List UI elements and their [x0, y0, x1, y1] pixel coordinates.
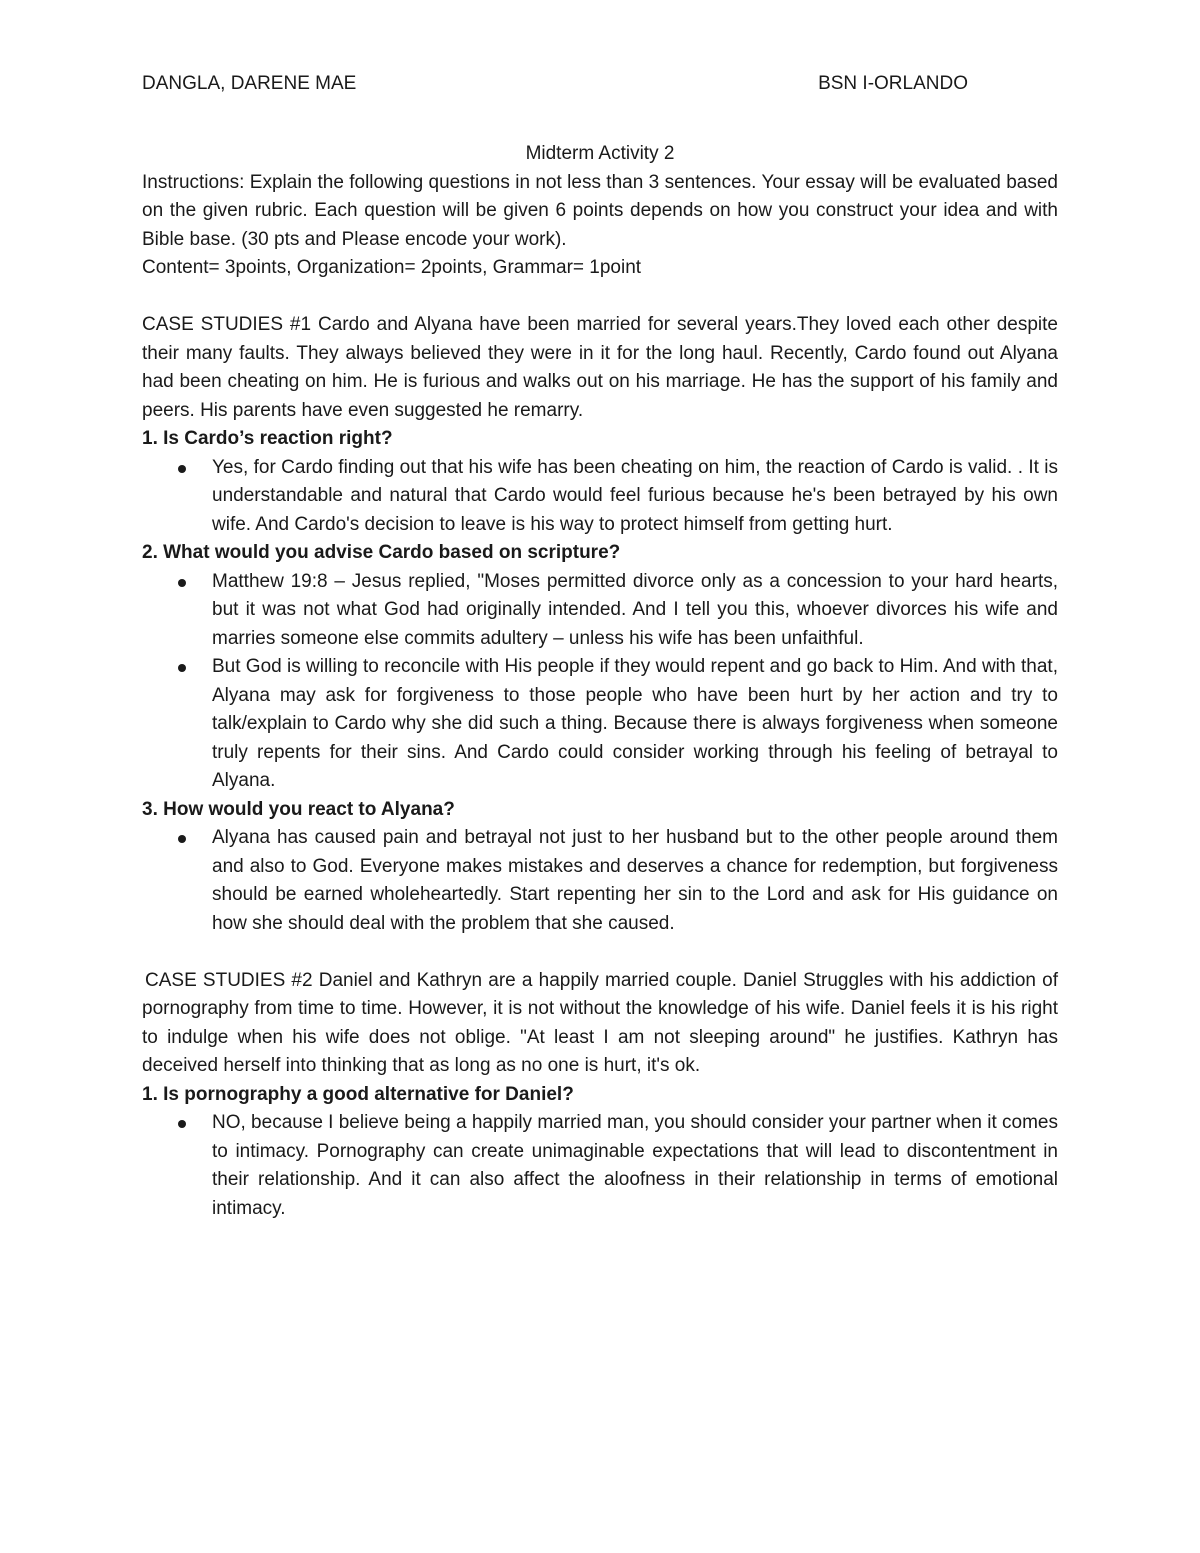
case1-question-3: 3. How would you react to Alyana? [142, 798, 455, 820]
bullet-icon [178, 579, 186, 587]
case-study-1-text: CASE STUDIES #1 Cardo and Alyana have been married for several years.They loved each other despite their many faults. They always believed they were in it for the long haul. Recently, Cardo found out Alyana had been cheating on him. He is furious and walks out on his marriage. He has the support of his family and peers. His parents have even suggested he remarry. [142, 314, 1058, 421]
rubric-line: Content= 3points, Organization= 2points, Grammar= 1point [142, 257, 642, 278]
spacer [142, 283, 1058, 312]
case1-answers-1 [142, 454, 1058, 540]
case2-question-1: 1. Is pornography a good alternative for Daniel? [142, 1083, 574, 1105]
answer-item [142, 568, 1058, 654]
document-header [142, 70, 968, 98]
case2-answers-1 [142, 1109, 1058, 1223]
bullet-icon [178, 465, 186, 473]
answer-text: Alyana has caused pain and betrayal not just to her husband but to the other people around them and also to God. Everyone makes mistakes and deserves a chance for redemption, but forgiveness should be earned wholeheartedly. Start repenting her sin to the Lord and ask for His guidance on how she should deal with the problem that she caused. [212, 827, 1058, 934]
case1-question-1: 1. Is Cardo’s reaction right? [142, 428, 393, 449]
case1-answers-3 [142, 824, 1058, 938]
instructions-paragraph: Instructions: Explain the following questions in not less than 3 sentences. Your essay will be evaluated based on the given rubric. Each question will be given 6 points depends on how you construct your idea and with Bible base. (30 pts and Please encode your work). [142, 171, 1058, 250]
answer-text: Yes, for Cardo finding out that his wife has been cheating on him, the reaction of Cardo is valid. . It is understandable and natural that Cardo would feel furious because he's been betrayed by his own wife. And Cardo's decision to leave is his way to protect himself from getting hurt. [212, 456, 1058, 535]
answer-item [142, 824, 1058, 938]
document-page [142, 70, 1058, 1223]
case1-answers-2 [142, 568, 1058, 796]
document-title: Midterm Activity 2 [525, 143, 675, 164]
bullet-icon [178, 1120, 186, 1128]
answer-text: Matthew 19:8 – Jesus replied, "Moses permitted divorce only as a concession to your hard hearts, but it was not what God had originally intended. And I tell you this, whoever divorces his wife and marries someone else commits adultery – unless his wife has been unfaithful. [212, 570, 1058, 649]
bullet-icon [178, 664, 186, 672]
bullet-icon [178, 835, 186, 843]
answer-item [142, 653, 1058, 796]
student-section: BSN I-ORLANDO [818, 73, 968, 94]
case-study-2-text: CASE STUDIES #2 Daniel and Kathryn are a happily married couple. Daniel Struggles with his addiction of pornography from time to time. However, it is not without the knowledge of his wife. Daniel feels it is his right to indulge when his wife does not oblige. "At least I am not sleeping around" he justifies. Kathryn has deceived herself into thinking that as long as no one is hurt, it's ok. [142, 969, 1058, 1076]
answer-text: But God is willing to reconcile with His people if they would repent and go back to Him. And with that, Alyana may ask for forgiveness to those people who have been hurt by her action and try to talk/explain to Cardo why she did such a thing. Because there is always forgiveness when someone truly repents for their sins. And Cardo could consider working through his feeling of betrayal to Alyana. [212, 656, 1058, 791]
answer-item [142, 1109, 1058, 1223]
answer-text: NO, because I believe being a happily married man, you should consider your partner when it comes to intimacy. Pornography can create unimaginable expectations that will lead to discontentment in their relationship. And it can also affect the aloofness in their relationship in terms of emotional intimacy. [212, 1112, 1058, 1219]
answer-item [142, 454, 1058, 540]
student-name: DANGLA, DARENE MAE [142, 73, 357, 94]
case1-question-2: 2. What would you advise Cardo based on scripture? [142, 542, 621, 563]
spacer [142, 938, 1058, 967]
